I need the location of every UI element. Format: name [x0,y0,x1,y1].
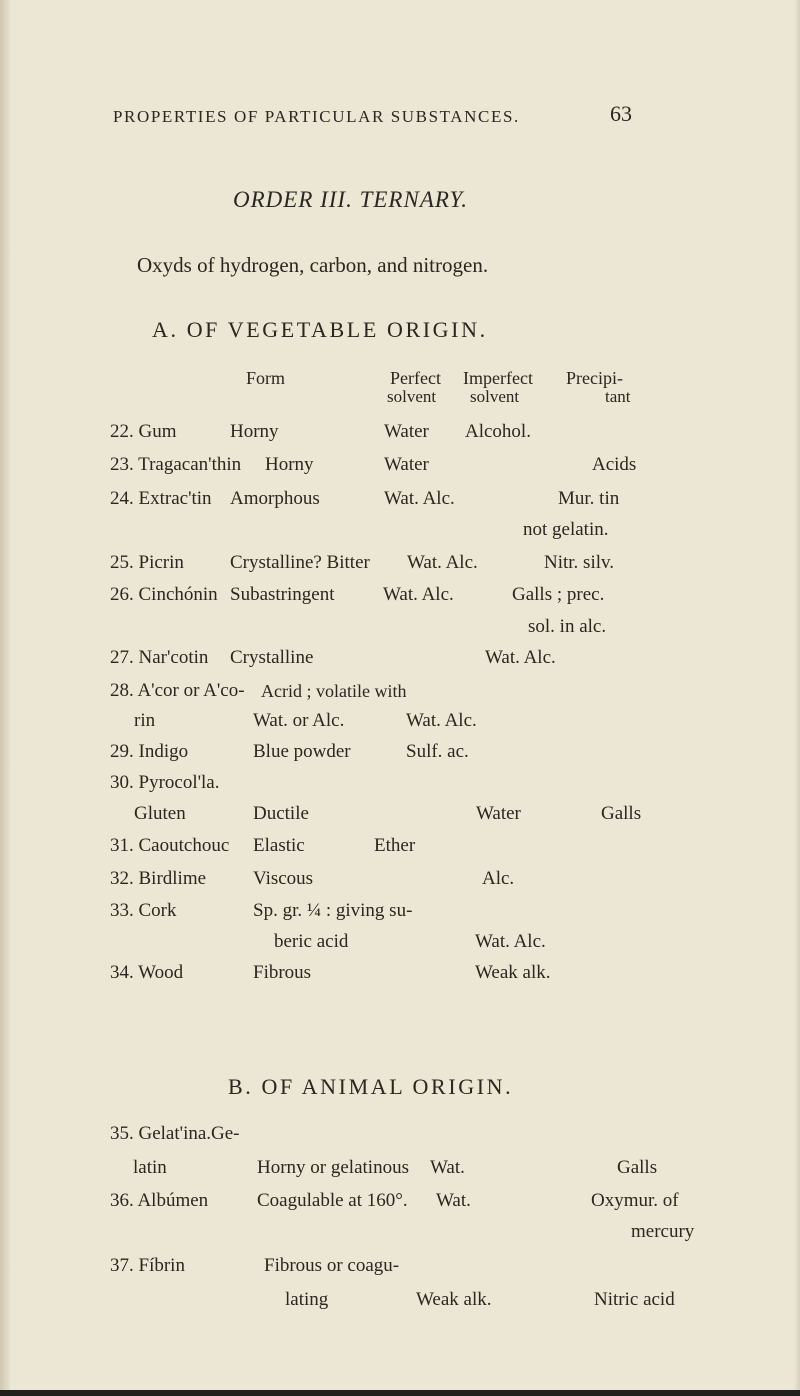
row-33-name: 33. Cork [110,900,177,921]
order-title: ORDER III. TERNARY. [233,187,468,212]
row-22-form: Horny [230,421,279,442]
page-number: 63 [610,101,632,126]
section-heading-vegetable: A. OF VEGETABLE ORIGIN. [152,317,488,342]
row-34-form: Fibrous [253,962,312,983]
row-28-form: Acrid ; volatile with [261,681,407,701]
row-33-form: Sp. gr. ¼ : giving su- [253,900,413,921]
row-37-name: 37. Fíbrin [110,1255,185,1276]
row-28-name: 28. A'cor or A'co- [110,680,245,701]
row-35-name-cont: latin [133,1157,167,1178]
row-37-form-cont: lating [285,1289,329,1310]
row-23-form: Horny [265,454,314,475]
row-37-form: Fibrous or coagu- [264,1255,400,1276]
row-36-name: 36. Albúmen [110,1190,209,1211]
row-34-imperfect: Weak alk. [475,962,551,983]
running-head: PROPERTIES OF PARTICULAR SUBSTANCES. [113,107,520,126]
row-23-name: 23. Tragacan'thin [110,454,242,475]
row-29-perfect: Sulf. ac. [406,741,469,762]
page-right-edge [794,0,800,1396]
row-33-form-cont: beric acid [274,931,349,952]
row-24-precip-cont: not gelatin. [523,519,609,540]
row-28-perfect: Wat. Alc. [406,710,477,731]
row-26-perfect: Wat. Alc. [383,584,454,605]
row-30-name: 30. Pyrocol'la. [110,772,220,793]
row-25-perfect: Wat. Alc. [407,552,478,573]
row-29-form: Blue powder [253,741,351,762]
row-22-imperfect: Alcohol. [465,421,531,442]
row-31-name: 31. Caoutchouc [110,835,230,856]
row-36-precip-cont: mercury [631,1221,695,1242]
header-perfect: Perfect [390,368,441,388]
row-37-imperfect: Weak alk. [416,1289,492,1310]
row-26-name: 26. Cinchónin [110,584,218,605]
row-31-perfect: Ether [374,835,416,856]
row-25-form: Crystalline? Bitter [230,552,370,573]
row-26-form: Subastringent [230,584,335,605]
header-precipitant-tant: tant [605,387,631,406]
row-24-form: Amorphous [230,488,320,509]
row-31-form: Elastic [253,835,305,856]
row-34-name: 34. Wood [110,962,184,983]
row-23-perfect: Water [384,454,429,475]
row-24-precip: Mur. tin [558,488,620,509]
row-26-precip: Galls ; prec. [512,584,605,605]
row-22-perfect: Water [384,421,429,442]
section-heading-animal: B. OF ANIMAL ORIGIN. [228,1074,514,1099]
row-35-precip: Galls [617,1157,658,1178]
header-form: Form [246,368,286,388]
row-36-perfect: Wat. [436,1190,471,1211]
row-25-precip: Nitr. silv. [544,552,615,573]
row-35-name: 35. Gelat'ina.Ge- [110,1123,240,1144]
row-29-name: 29. Indigo [110,741,189,762]
row-30-imperfect: Water [476,803,521,824]
page-binding-edge [0,0,10,1396]
row-24-name: 24. Extrac'tin [110,488,212,509]
row-33-imperfect: Wat. Alc. [475,931,546,952]
row-27-name: 27. Nar'cotin [110,647,209,668]
header-imperfect: Imperfect [463,368,533,388]
row-26-precip-cont: sol. in alc. [528,616,607,637]
row-28-name-cont: rin [134,710,156,731]
row-25-name: 25. Picrin [110,552,184,573]
row-32-name: 32. Birdlime [110,868,207,889]
row-27-imperfect: Wat. Alc. [485,647,556,668]
row-28-form-cont: Wat. or Alc. [253,710,345,731]
row-24-perfect: Wat. Alc. [384,488,455,509]
row-32-form: Viscous [253,868,314,889]
header-precipitant: Precipi- [566,368,623,388]
row-30-name-cont: Gluten [134,803,186,824]
scan-bottom-edge [0,1390,800,1396]
row-35-perfect: Wat. [430,1157,465,1178]
row-30-precip: Galls [601,803,642,824]
row-32-imperfect: Alc. [482,868,515,889]
row-30-form: Ductile [253,803,309,824]
row-27-form: Crystalline [230,647,314,668]
row-35-form: Horny or gelatinous [257,1157,409,1178]
header-perfect-solvent: solvent [387,387,437,406]
header-imperfect-solvent: solvent [470,387,520,406]
row-36-form: Coagulable at 160°. [257,1190,408,1211]
intro-text: Oxyds of hydrogen, carbon, and nitrogen. [137,253,489,277]
row-22-name: 22. Gum [110,421,177,442]
row-37-precip: Nitric acid [594,1289,675,1310]
row-36-precip: Oxymur. of [591,1190,679,1211]
row-23-precip: Acids [592,454,637,475]
